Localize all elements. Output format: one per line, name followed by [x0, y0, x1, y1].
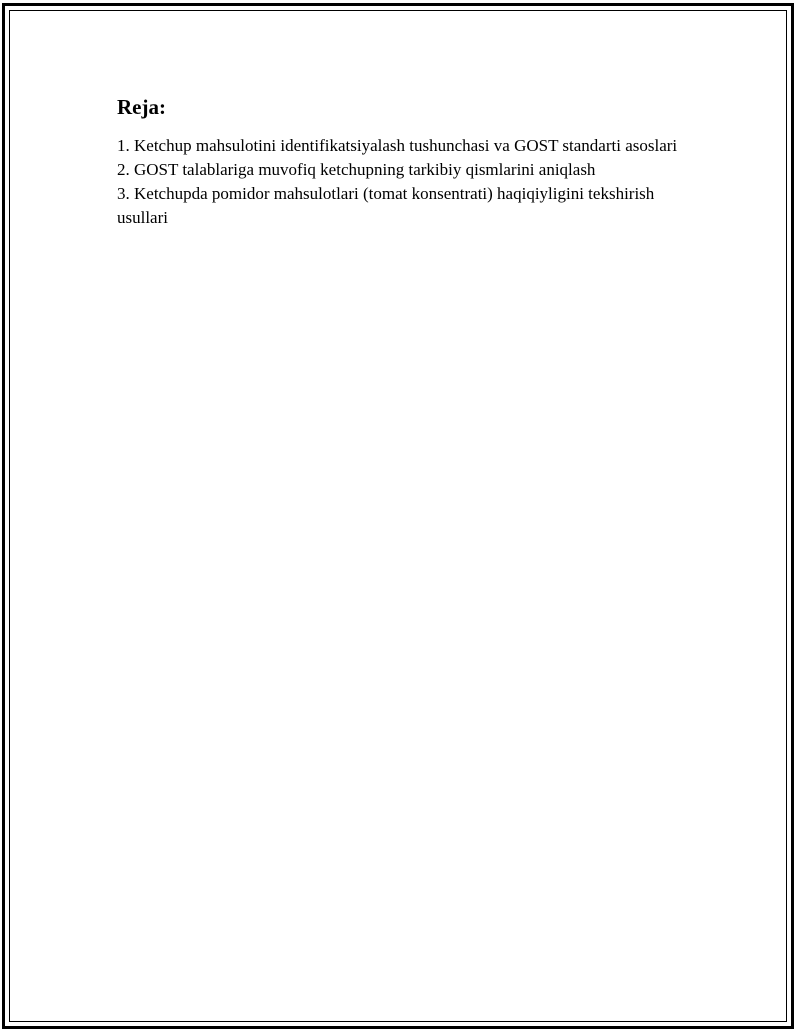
- plan-heading: Reja:: [117, 95, 166, 119]
- plan-item-2: 2. GOST talablariga muvofiq ketchupning tarkibiy qismlarini aniqlash: [117, 160, 596, 179]
- document-content: [117, 93, 687, 230]
- plan-list: [117, 134, 687, 230]
- plan-item-1: 1. Ketchup mahsulotini identifikatsiyalash tushunchasi va GOST standarti asoslari: [117, 136, 678, 155]
- plan-item-3: 3. Ketchupda pomidor mahsulotlari (tomat konsentrati) haqiqiyligini tekshirish usullari: [117, 184, 655, 227]
